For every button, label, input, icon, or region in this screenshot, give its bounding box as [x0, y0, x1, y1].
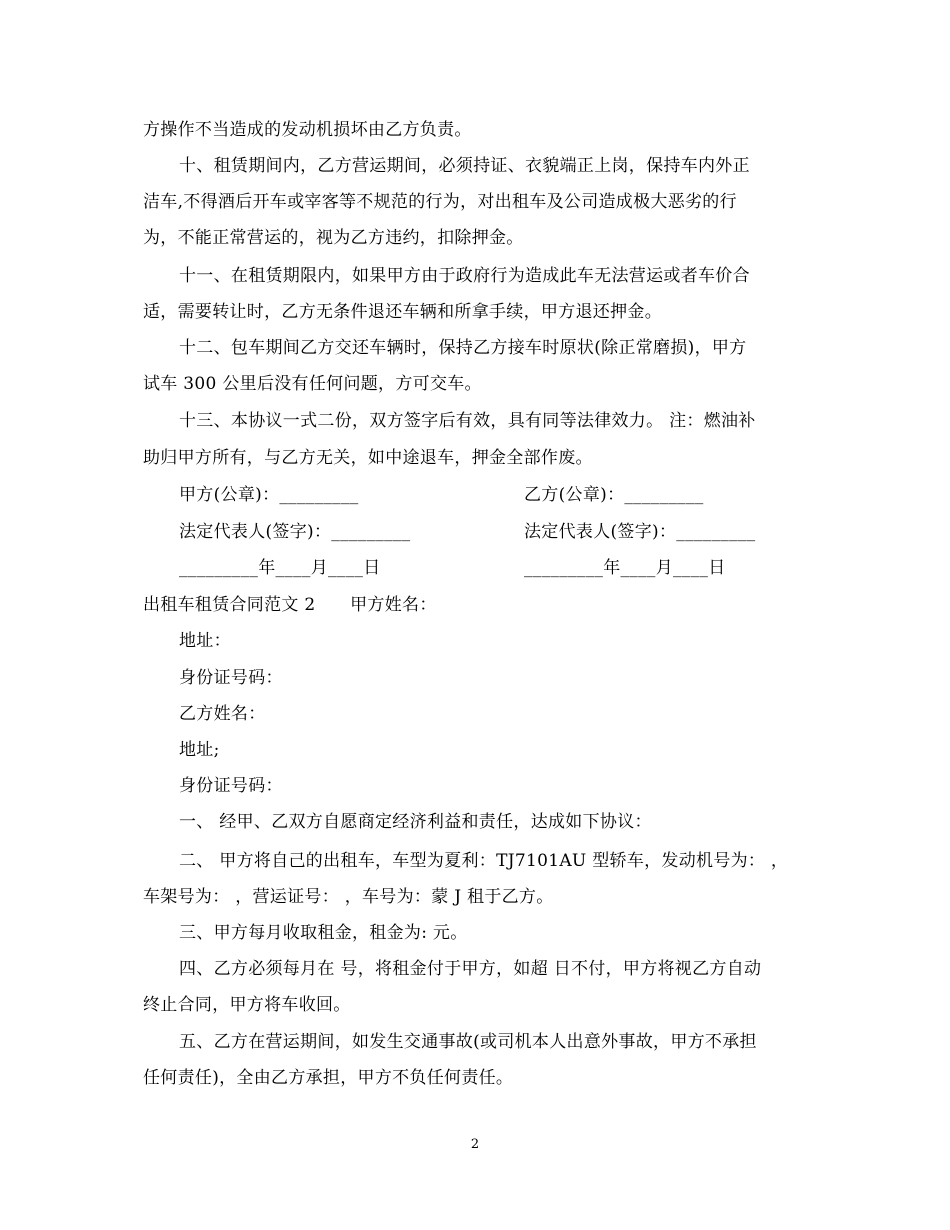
page-number: 2: [470, 1137, 480, 1152]
party-b-address-field: 地址;: [179, 740, 220, 760]
contract-2-clause-2-line: 二、 甲方将自己的出租车，车型为夏利：TJ7101AU 型轿车，发动机号为： ，: [179, 851, 789, 871]
contract-2-clause-4-line: 终止合同，甲方将车收回。: [143, 995, 351, 1015]
party-a-seal-field: 甲方(公章)：_________: [179, 485, 359, 505]
clause-10-line: 为，不能正常营运的，视为乙方违约，扣除押金。: [143, 228, 524, 248]
clause-11-line: 十一、在租赁期限内，如果甲方由于政府行为造成此车无法营运或者车价合: [179, 266, 750, 286]
contract-2-clause-2-line: 车架号为： ，营运证号： ，车号为：蒙 J 租于乙方。: [143, 887, 554, 907]
contract-2-clause-5-line: 五、乙方在营运期间，如发生交通事故(或司机本人出意外事故，甲方不承担: [179, 1032, 757, 1052]
clause-10-line: 十、租赁期间内，乙方营运期间，必须持证、衣貌端正上岗，保持车内外正: [179, 156, 750, 176]
party-b-seal-field: 乙方(公章)：_________: [524, 485, 704, 505]
contract-2-clause-3: 三、甲方每月收取租金，租金为: 元。: [179, 923, 468, 943]
clause-11-line: 适，需要转让时，乙方无条件退还车辆和所拿手续，甲方退还押金。: [143, 302, 662, 322]
clause-13-line: 十三、本协议一式二份，双方签字后有效，具有同等法律效力。 注：燃油补: [179, 411, 756, 431]
party-b-name-field: 乙方姓名：: [179, 704, 266, 724]
contract-2-clause-1: 一、 经甲、乙双方自愿商定经济利益和责任，达成如下协议：: [179, 812, 652, 832]
clause-12-line: 十二、包车期间乙方交还车辆时，保持乙方接车时原状(除正常磨损)，甲方: [179, 338, 747, 358]
party-a-date-field: _________年____月____日: [179, 558, 381, 578]
contract-2-title: 出租车租赁合同范文 2 甲方姓名：: [143, 595, 437, 615]
party-b-id-field: 身份证号码：: [179, 776, 283, 796]
party-b-representative-field: 法定代表人(签字)：_________: [524, 522, 756, 542]
clause-13-line: 助归甲方所有，与乙方无关，如中途退车，押金全部作废。: [143, 448, 593, 468]
clause-10-line: 洁车,不得酒后开车或宰客等不规范的行为，对出租车及公司造成极大恶劣的行: [143, 192, 737, 212]
contract-2-clause-5-line: 任何责任)，全由乙方承担，甲方不负任何责任。: [143, 1068, 514, 1088]
paragraph-line: 方操作不当造成的发动机损坏由乙方负责。: [143, 120, 472, 140]
party-a-representative-field: 法定代表人(签字)：_________: [179, 522, 411, 542]
party-b-date-field: _________年____月____日: [524, 558, 726, 578]
party-a-id-field: 身份证号码：: [179, 668, 283, 688]
clause-12-line: 试车 300 公里后没有任何问题，方可交车。: [143, 374, 482, 394]
contract-2-clause-4-line: 四、乙方必须每月在 号，将租金付于甲方，如超 日不付，甲方将视乙方自动: [179, 959, 762, 979]
party-a-address-field: 地址：: [179, 631, 231, 651]
